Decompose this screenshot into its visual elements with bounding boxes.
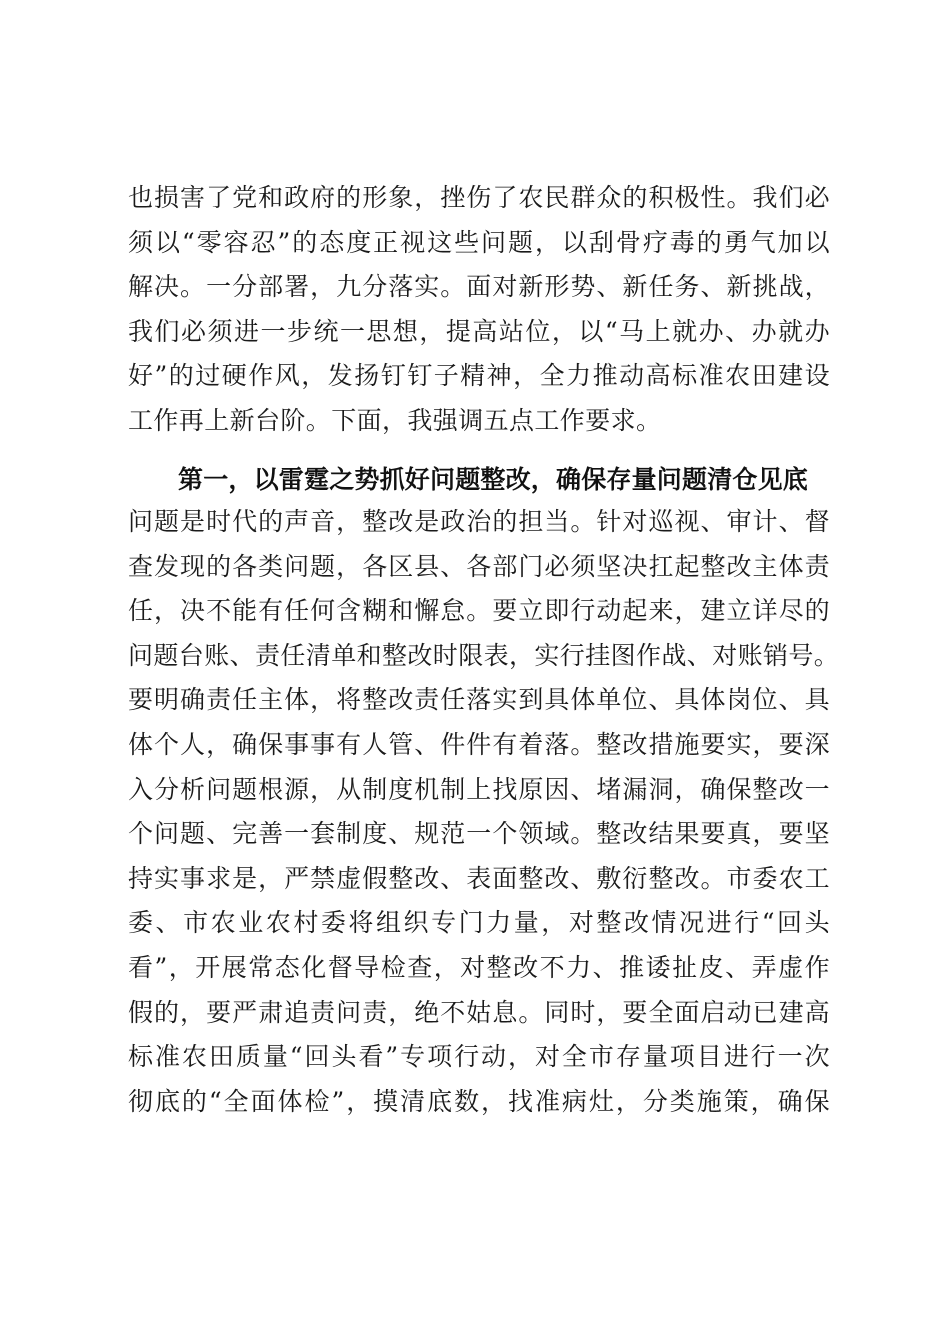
text-line: 查发现的各类问题，各区县、各部门必须坚决扛起整改主体责 bbox=[128, 551, 830, 581]
text-line: 标准农田质量“回头看”专项行动，对全市存量项目进行一次 bbox=[128, 1042, 830, 1072]
text-line: 假的，要严肃追责问责，绝不姑息。同时，要全面启动已建高 bbox=[128, 997, 830, 1027]
text-line: 须以“零容忍”的态度正视这些问题，以刮骨疗毒的勇气加以 bbox=[128, 227, 830, 257]
text-line: 体个人，确保事事有人管、件件有着落。整改措施要实，要深 bbox=[128, 729, 830, 759]
text-line: 解决。一分部署，九分落实。面对新形势、新任务、新挑战， bbox=[128, 272, 830, 302]
text-line: 好”的过硬作风，发扬钉钉子精神，全力推动高标准农田建设 bbox=[128, 361, 830, 391]
section-body-paragraph bbox=[128, 500, 840, 1124]
section-heading-text: 第一，以雷霆之势抓好问题整改，确保存量问题清仓见底 bbox=[178, 465, 809, 494]
text-line: 要明确责任主体，将整改责任落实到具体单位、具体岗位、具 bbox=[128, 685, 830, 715]
text-line: 彻底的“全面体检”，摸清底数，找准病灶，分类施策，确保 bbox=[128, 1086, 830, 1116]
text-line: 工作再上新台阶。下面，我强调五点工作要求。 bbox=[128, 405, 662, 435]
section-heading bbox=[128, 457, 830, 503]
text-line: 我们必须进一步统一思想，提高站位，以“马上就办、办就办 bbox=[128, 316, 830, 346]
text-line: 个问题、完善一套制度、规范一个领域。整改结果要真，要坚 bbox=[128, 819, 830, 849]
text-line: 看”，开展常态化督导检查，对整改不力、推诿扯皮、弄虚作 bbox=[128, 952, 830, 982]
text-line: 也损害了党和政府的形象，挫伤了农民群众的积极性。我们必 bbox=[128, 183, 830, 212]
text-line: 问题台账、责任清单和整改时限表，实行挂图作战、对账销号。 bbox=[128, 640, 840, 670]
text-line: 委、市农业农村委将组织专门力量，对整改情况进行“回头 bbox=[128, 908, 830, 938]
text-line: 入分析问题根源，从制度机制上找原因、堵漏洞，确保整改一 bbox=[128, 774, 830, 804]
text-line: 任，决不能有任何含糊和懈怠。要立即行动起来，建立详尽的 bbox=[128, 596, 830, 626]
text-line: 问题是时代的声音，整改是政治的担当。针对巡视、审计、督 bbox=[128, 507, 830, 536]
text-line: 持实事求是，严禁虚假整改、表面整改、敷衍整改。市委农工 bbox=[128, 863, 830, 893]
paragraph-continuation bbox=[128, 176, 830, 444]
